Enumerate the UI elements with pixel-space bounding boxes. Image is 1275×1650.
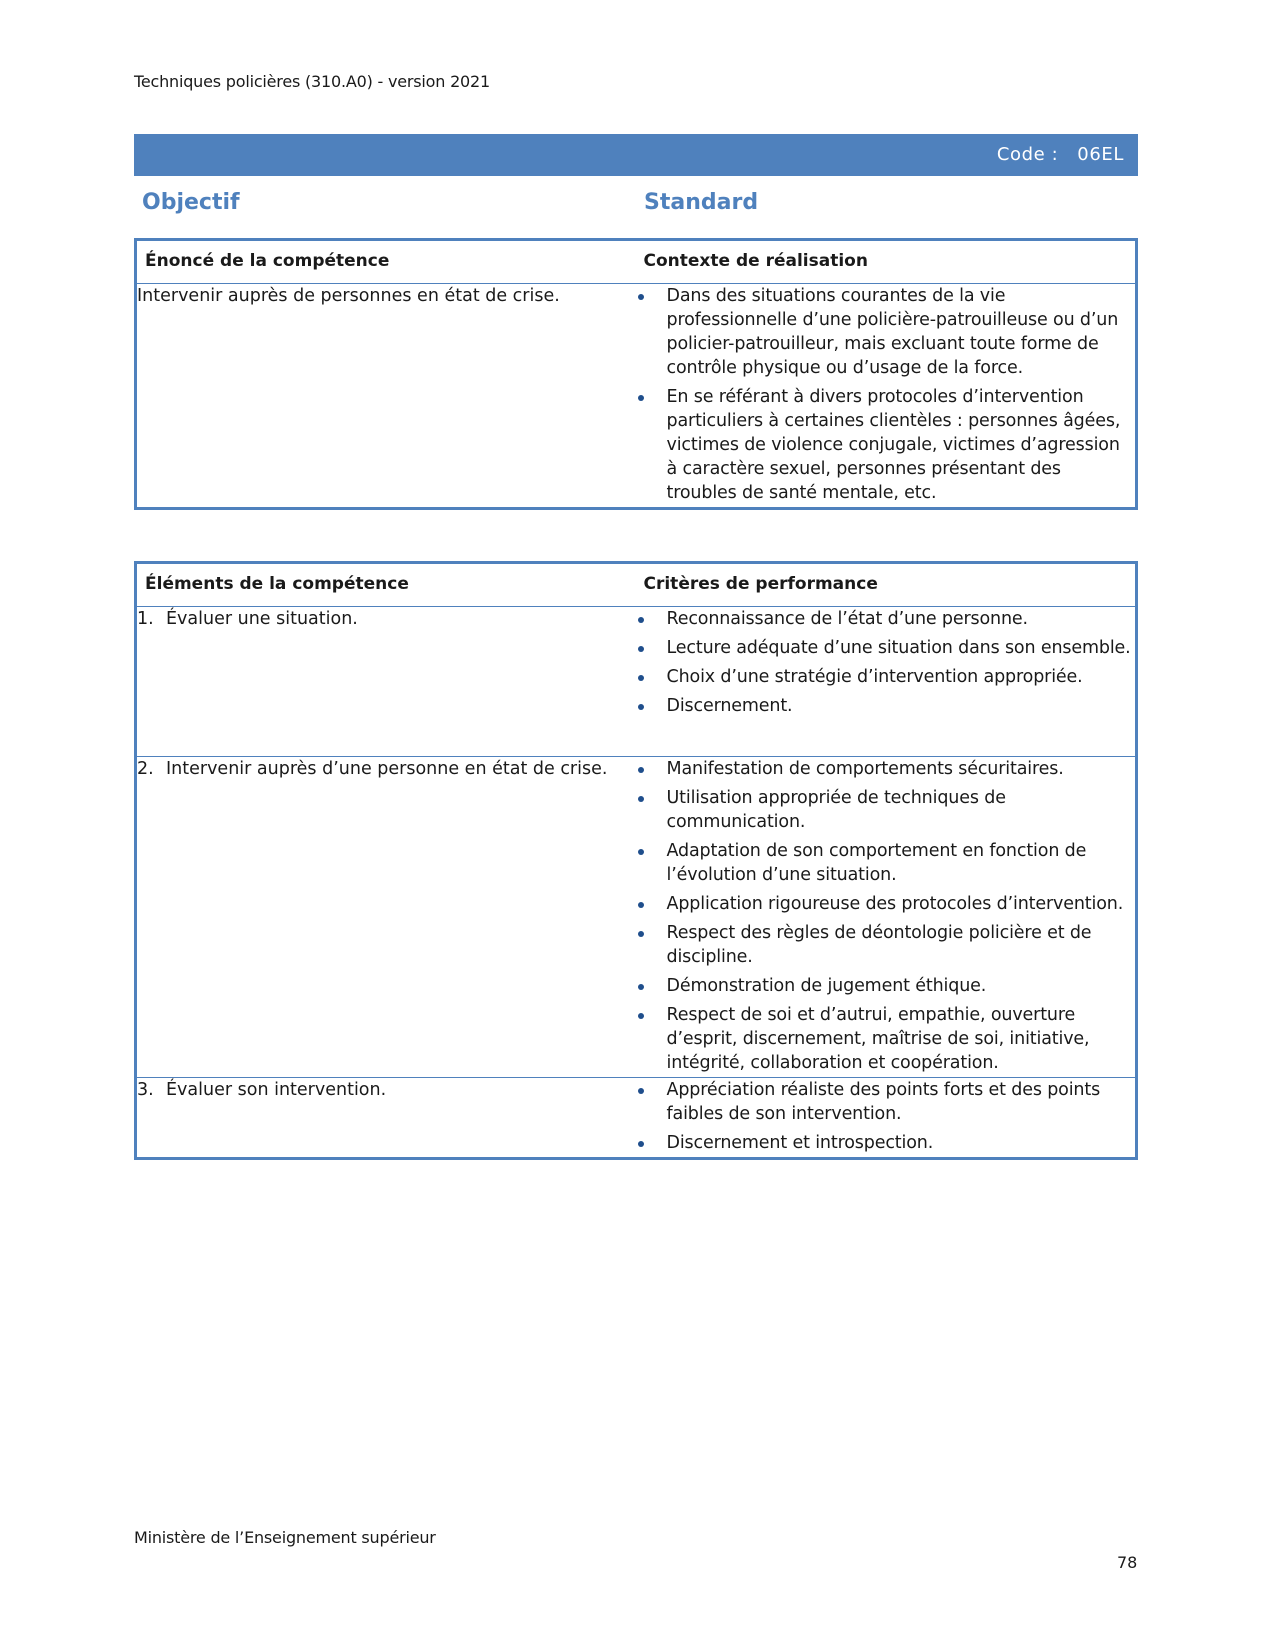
objectif-heading: Objectif — [142, 190, 240, 215]
course-code: Code : 06EL — [996, 144, 1124, 165]
bullet-icon — [638, 902, 644, 908]
competency-statement-table — [134, 238, 1138, 510]
bullet-icon — [638, 646, 644, 652]
criteria-list — [636, 757, 1136, 1075]
list-item: Application rigoureuse des protocoles d’intervention. — [636, 892, 1136, 916]
bullet-icon — [638, 704, 644, 710]
bullet-icon — [638, 1141, 644, 1147]
list-item: Adaptation de son comportement en fonction de l’évolution d’une situation. — [636, 839, 1136, 887]
footer-publisher: Ministère de l’Enseignement supérieur — [134, 1528, 436, 1547]
page-number: 78 — [1117, 1553, 1138, 1572]
list-item: Discernement. — [636, 694, 1136, 718]
bullet-icon — [638, 931, 644, 937]
list-item: Lecture adéquate d’une situation dans son ensemble. — [636, 636, 1136, 660]
context-header: Contexte de réalisation — [636, 240, 1137, 284]
list-item: Choix d’une stratégie d’intervention appropriée. — [636, 665, 1136, 689]
bullet-icon — [638, 796, 644, 802]
list-item: Démonstration de jugement éthique. — [636, 974, 1136, 998]
list-item: Respect des règles de déontologie policière et de discipline. — [636, 921, 1136, 969]
table-row — [136, 607, 1137, 757]
table-row — [136, 757, 1137, 1078]
list-item: Discernement et introspection. — [636, 1131, 1136, 1155]
elements-header: Éléments de la compétence — [136, 563, 636, 607]
standard-heading: Standard — [644, 190, 759, 215]
competency-statement: Intervenir auprès de personnes en état de crise. — [137, 286, 560, 306]
list-item: Utilisation appropriée de techniques de communication. — [636, 786, 1136, 834]
bullet-icon — [638, 617, 644, 623]
bullet-icon — [638, 395, 644, 401]
running-header: Techniques policières (310.A0) - version 2021 — [134, 72, 490, 91]
criteria-list — [636, 1078, 1136, 1155]
bullet-icon — [638, 849, 644, 855]
bullet-icon — [638, 1013, 644, 1019]
list-item: Reconnaissance de l’état d’une personne. — [636, 607, 1136, 631]
context-list — [636, 284, 1136, 505]
bullet-icon — [638, 675, 644, 681]
element-item: 3. Évaluer son intervention. — [137, 1080, 387, 1100]
bullet-icon — [638, 767, 644, 773]
element-item: 1. Évaluer une situation. — [137, 609, 358, 629]
context-cell — [636, 284, 1137, 509]
element-item: 2. Intervenir auprès d’une personne en état de crise. — [137, 759, 608, 779]
criteria-header: Critères de performance — [636, 563, 1137, 607]
list-item: En se référant à divers protocoles d’intervention particuliers à certaines clientèles : personnes âgées, victimes de violence conjugale, victimes d’agression à caractère sexuel, personnes présentant des troubles de santé mentale, etc. — [636, 385, 1136, 505]
section-labels — [134, 190, 1138, 224]
bullet-icon — [638, 294, 644, 300]
list-item: Appréciation réaliste des points forts et des points faibles de son intervention. — [636, 1078, 1136, 1126]
statement-header: Énoncé de la compétence — [136, 240, 636, 284]
bullet-icon — [638, 1088, 644, 1094]
table-row — [136, 1078, 1137, 1159]
list-item: Dans des situations courantes de la vie professionnelle d’une policière-patrouilleuse ou d’un policier-patrouilleur, mais excluant toute forme de contrôle physique ou d’usage de la force. — [636, 284, 1136, 380]
criteria-list — [636, 607, 1136, 718]
list-item: Respect de soi et d’autrui, empathie, ouverture d’esprit, discernement, maîtrise de soi, initiative, intégrité, collaboration et coopération. — [636, 1003, 1136, 1075]
code-bar — [134, 134, 1138, 176]
competency-elements-table — [134, 561, 1138, 1160]
list-item: Manifestation de comportements sécuritaires. — [636, 757, 1136, 781]
bullet-icon — [638, 984, 644, 990]
